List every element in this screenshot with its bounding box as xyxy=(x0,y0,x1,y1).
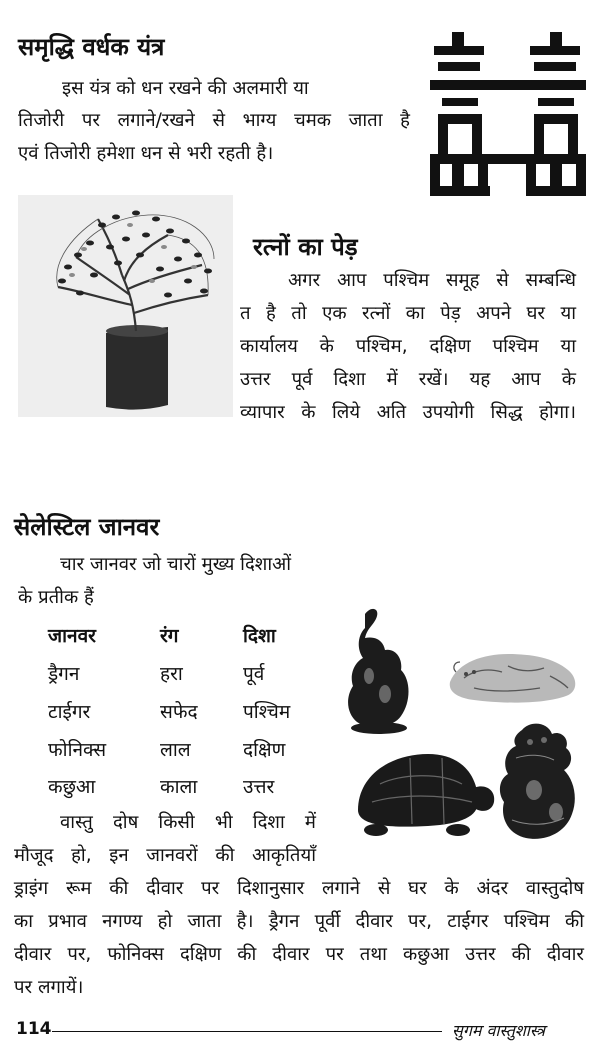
tiger-figurine-photo xyxy=(444,632,582,710)
paragraph-line: के प्रतीक हैं xyxy=(18,587,94,608)
paragraph-line: मौजूद हो, इन जानवरों की आकृतियाँ xyxy=(14,845,316,866)
paragraph-line: तिजोरी पर लगाने/रखने से भाग्य चमक जाता है xyxy=(18,110,410,131)
book-title: सुगम वास्तुशास्त्र xyxy=(452,1021,545,1040)
table-cell: फोनिक्स xyxy=(48,739,107,761)
gem-tree-photo xyxy=(18,195,233,417)
paragraph-line: एवं तिजोरी हमेशा धन से भरी रहती है। xyxy=(18,143,274,164)
paragraph-line: व्यापार के लिये अति उपयोगी सिद्ध होगा। xyxy=(240,402,576,423)
table-cell: पूर्व xyxy=(243,663,265,685)
paragraph-line: दीवार पर, फोनिक्स दक्षिण की दीवार पर तथा कछुआ उत्तर की दीवार xyxy=(14,944,584,965)
turtle-figurine-photo xyxy=(350,740,498,840)
table-header: रंग xyxy=(160,625,179,647)
paragraph-line: वास्तु दोष किसी भी दिशा में xyxy=(60,812,316,833)
table-cell: सफेद xyxy=(160,701,198,723)
table-header: दिशा xyxy=(243,625,276,647)
table-cell: दक्षिण xyxy=(243,739,286,761)
phoenix-figurine-photo xyxy=(345,606,417,736)
paragraph-line: चार जानवर जो चारों मुख्य दिशाओं xyxy=(60,554,292,575)
table-cell: कछुआ xyxy=(48,776,96,798)
dragon-figurine-photo xyxy=(494,720,586,844)
table-cell: लाल xyxy=(160,739,191,761)
double-happiness-symbol-icon xyxy=(428,30,588,198)
paragraph-line: त है तो एक रत्नों का पेड़ अपने घर या xyxy=(240,303,576,324)
paragraph-line: का प्रभाव नगण्य हो जाता है। ड्रैगन पूर्वी दीवार पर, टाईगर पश्चिम की xyxy=(14,911,584,932)
section-title-samriddhi-yantra: समृद्धि वर्धक यंत्र xyxy=(18,33,165,61)
paragraph-line: ड्राइंग रूम की दीवार पर दिशानुसार लगाने से घर के अंदर वास्तुदोष xyxy=(14,878,584,899)
paragraph-line: कार्यालय के पश्चिम, दक्षिण पश्चिम या xyxy=(240,336,576,357)
paragraph-line: उत्तर पूर्व दिशा में रखें। यह आप के xyxy=(240,369,576,390)
table-cell: हरा xyxy=(160,663,183,685)
footer-rule xyxy=(52,1031,442,1032)
paragraph-line: पर लगायें। xyxy=(14,977,84,998)
section-title-celestial-animals: सेलेस्टिल जानवर xyxy=(14,513,160,541)
page-number: 114 xyxy=(16,1019,52,1039)
table-header: जानवर xyxy=(48,625,96,647)
section-title-ratno-ka-ped: रत्नों का पेड़ xyxy=(253,233,358,261)
paragraph-line: अगर आप पश्चिम समूह से सम्बन्धि xyxy=(288,270,576,291)
table-cell: पश्चिम xyxy=(243,701,291,723)
paragraph-line: इस यंत्र को धन रखने की अलमारी या xyxy=(62,78,309,99)
table-cell: उत्तर xyxy=(243,776,275,798)
table-cell: ड्रैगन xyxy=(48,663,80,685)
table-cell: काला xyxy=(160,776,198,798)
table-cell: टाईगर xyxy=(48,701,91,723)
